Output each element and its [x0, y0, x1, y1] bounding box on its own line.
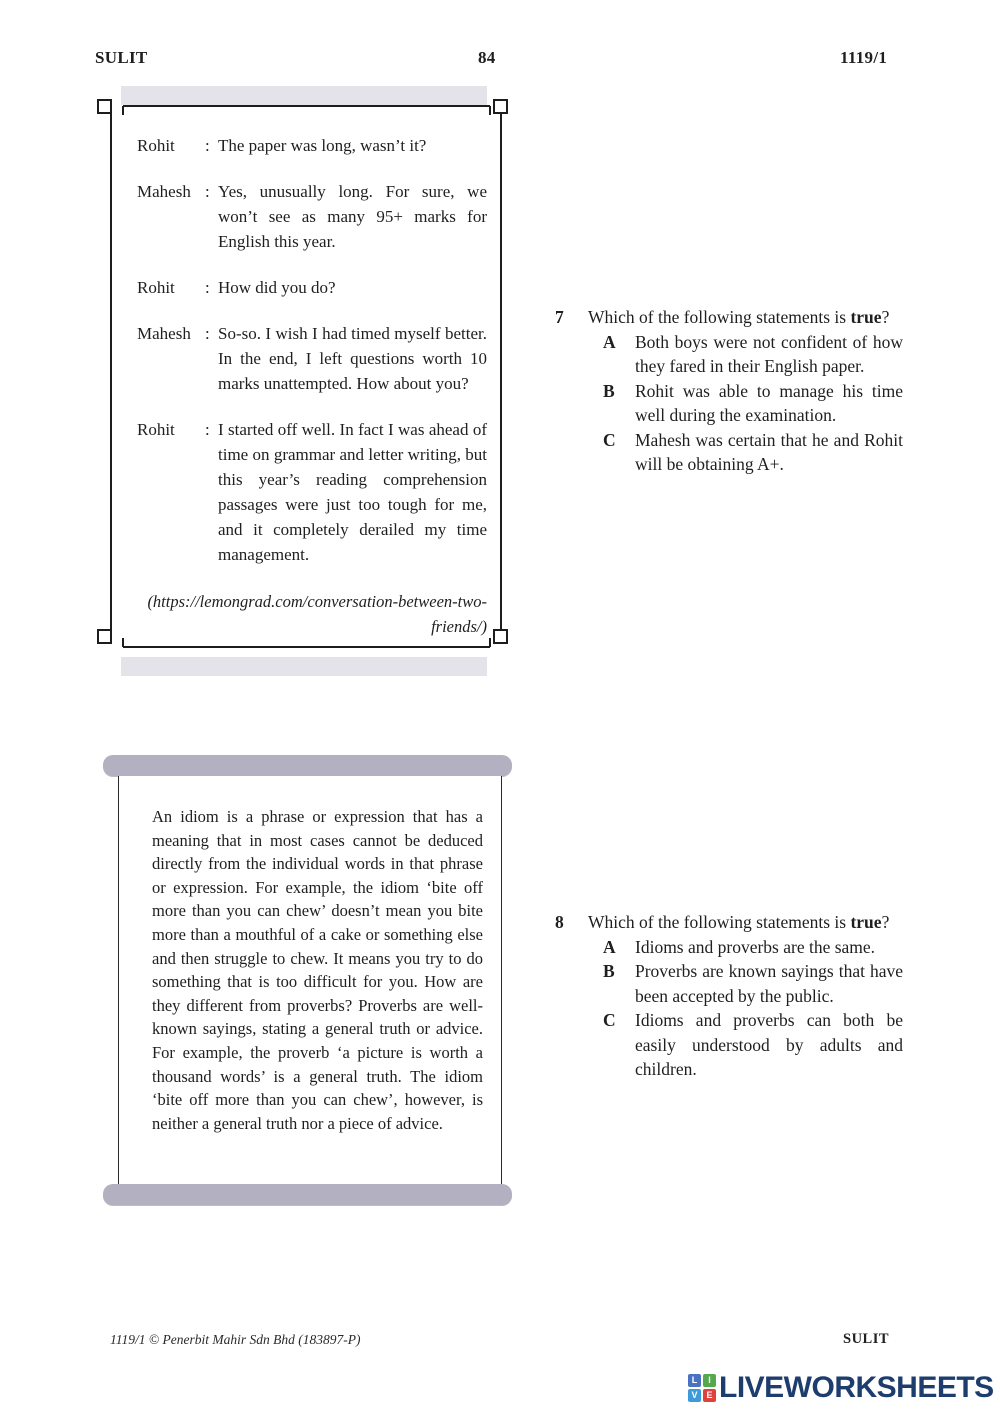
speaker-colon: :	[205, 136, 210, 155]
logo-square-i: I	[703, 1374, 716, 1387]
dialogue-content	[137, 133, 487, 639]
frame-corner-square-tr	[494, 100, 507, 113]
option-c	[603, 1008, 903, 1082]
frame-corner-square-br	[494, 630, 507, 643]
utterance-text: I started off well. In fact I was ahead of time on grammar and letter writing, but this year’s reading comprehension passages were just too tough for me, and it completely derailed my time management.	[218, 420, 487, 564]
option-letter: A	[603, 936, 616, 957]
question-stem: Which of the following statements is true?	[588, 912, 890, 932]
frame-top-bar	[121, 86, 487, 105]
option-b	[603, 959, 903, 1008]
header-sulit-left: SULIT	[95, 48, 148, 67]
question-7	[555, 305, 903, 477]
speaker-name: Rohit	[137, 136, 175, 155]
logo-square-v: V	[688, 1389, 701, 1402]
option-a	[603, 330, 903, 379]
footer-sulit: SULIT	[843, 1331, 890, 1347]
dialogue-turn	[137, 417, 487, 567]
speaker-name: Mahesh	[137, 182, 191, 201]
option-text: Rohit was able to manage his time well during the examination.	[635, 380, 903, 425]
speaker-name: Mahesh	[137, 324, 191, 343]
utterance-text: How did you do?	[218, 278, 336, 297]
scroll-rod-bottom	[103, 1184, 512, 1205]
dialogue-box	[95, 85, 515, 685]
option-b	[603, 379, 903, 428]
option-text: Idioms and proverbs are the same.	[635, 936, 876, 957]
footer-publisher: 1119/1 © Penerbit Mahir Sdn Bhd (183897-P)	[110, 1332, 361, 1347]
speaker-name: Rohit	[137, 278, 175, 297]
option-letter: A	[603, 331, 616, 352]
speaker-name: Rohit	[137, 420, 175, 439]
logo-square-l: L	[688, 1374, 701, 1387]
option-letter: C	[603, 429, 616, 450]
liveworksheets-logo[interactable]	[688, 1371, 994, 1405]
liveworksheets-grid-icon	[688, 1374, 716, 1402]
option-text: Both boys were not confident of how they fared in their English paper.	[635, 331, 903, 376]
scroll-rod-top	[103, 755, 512, 776]
question-number: 8	[555, 912, 564, 932]
option-a	[603, 935, 903, 960]
frame-bottom-bar	[121, 657, 487, 676]
page-number: 84	[478, 48, 496, 67]
option-letter: B	[603, 380, 615, 401]
speaker-colon: :	[205, 278, 210, 297]
logo-square-e: E	[703, 1389, 716, 1402]
dialogue-turn	[137, 133, 487, 158]
speaker-colon: :	[205, 420, 210, 439]
option-text: Mahesh was certain that he and Rohit will be obtaining A+.	[635, 429, 903, 474]
idiom-passage-box	[100, 753, 515, 1209]
dialogue-turn	[137, 179, 487, 254]
option-text: Proverbs are known sayings that have been accepted by the public.	[635, 961, 903, 1006]
speaker-colon: :	[205, 324, 210, 343]
header-paper-code: 1119/1	[840, 48, 888, 67]
option-letter: C	[603, 1010, 616, 1030]
idiom-passage-text: An idiom is a phrase or expression that has a meaning that in most cases cannot be deduced directly from the individual words in that phrase or expression. For example, the idiom ‘bite off more than you can chew’ doesn’t mean you bite more than a mouthful of a cake or something else and then struggle to chew. It means you try to do something that is too difficult for you. How are they different from proverbs? Proverbs are well-known sayings, stating a general truth or advice. For example, the proverb ‘a picture is worth a thousand words’ is a general truth. The idiom ‘bite off more than you can chew’, however, is neither a general truth nor a piece of advice.	[152, 807, 483, 1133]
option-text: Idioms and proverbs can both be easily understood by adults and children.	[635, 1010, 903, 1079]
liveworksheets-wordmark: LIVEWORKSHEETS	[719, 1371, 994, 1404]
dialogue-turn	[137, 321, 487, 396]
utterance-text: Yes, unusually long. For sure, we won’t see as many 95+ marks for English this year.	[218, 182, 487, 251]
frame-corner-square-tl	[98, 100, 111, 113]
utterance-text: The paper was long, wasn’t it?	[218, 136, 427, 155]
option-letter: B	[603, 961, 615, 981]
option-c	[603, 428, 903, 477]
dialogue-turn	[137, 275, 487, 300]
source-citation: (https://lemongrad.com/conversation-between-two-friends/)	[147, 592, 487, 636]
question-number: 7	[555, 307, 564, 327]
utterance-text: So-so. I wish I had timed myself better. In the end, I left questions worth 10 marks unattempted. How about you?	[218, 324, 487, 393]
speaker-colon: :	[205, 182, 210, 201]
frame-corner-square-bl	[98, 630, 111, 643]
question-stem: Which of the following statements is true?	[588, 307, 890, 327]
question-8	[555, 910, 903, 1082]
